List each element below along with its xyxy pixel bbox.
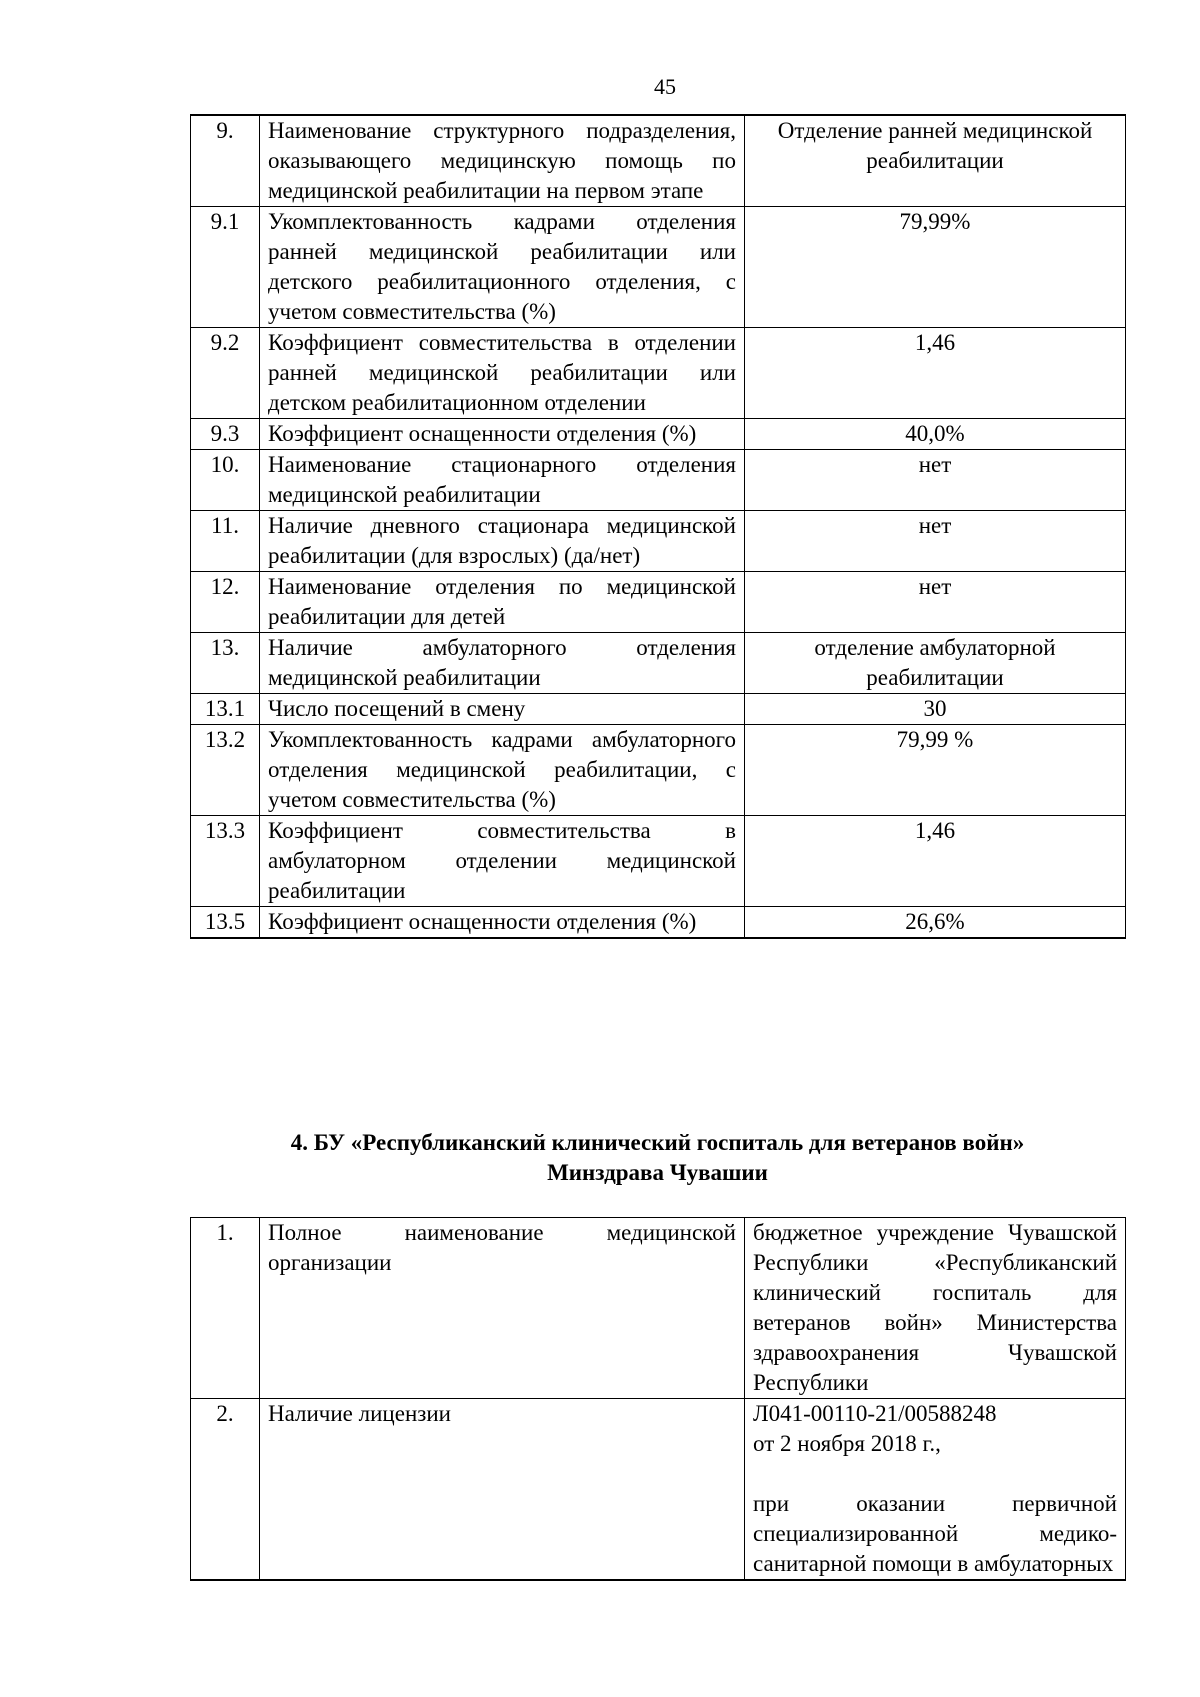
row-label: Наличие лицензии — [260, 1399, 745, 1581]
row-label: Коэффициент оснащенности отделения (%) — [260, 419, 745, 450]
table-row — [191, 694, 1126, 725]
row-value: нет — [745, 450, 1126, 511]
section-heading-line2: Минздрава Чувашии — [547, 1160, 768, 1185]
table-row — [191, 328, 1126, 419]
row-value: 30 — [745, 694, 1126, 725]
table-row — [191, 207, 1126, 328]
row-value: нет — [745, 572, 1126, 633]
row-number: 13.2 — [191, 725, 260, 816]
row-value: 40,0% — [745, 419, 1126, 450]
license-note: при оказании первичной специализированной медико-санитарной помощи в амбулаторных — [753, 1491, 1117, 1576]
row-value: 1,46 — [745, 328, 1126, 419]
table-row — [191, 450, 1126, 511]
table-row — [191, 725, 1126, 816]
section-heading-line1: 4. БУ «Республиканский клинический госпиталь для ветеранов войн» — [290, 1130, 1025, 1155]
row-label: Коэффициент оснащенности отделения (%) — [260, 907, 745, 939]
row-number: 12. — [191, 572, 260, 633]
row-value: 79,99% — [745, 207, 1126, 328]
row-label: Коэффициент совместительства в отделении ранней медицинской реабилитации или детском реабилитационном отделении — [260, 328, 745, 419]
table-row — [191, 816, 1126, 907]
section-heading — [190, 1128, 1125, 1188]
row-value: 1,46 — [745, 816, 1126, 907]
organization-table — [190, 1217, 1126, 1581]
row-label: Число посещений в смену — [260, 694, 745, 725]
row-number: 11. — [191, 511, 260, 572]
row-number: 9.1 — [191, 207, 260, 328]
table-row — [191, 419, 1126, 450]
row-value: 79,99 % — [745, 725, 1126, 816]
row-number: 13.5 — [191, 907, 260, 939]
row-number: 13.3 — [191, 816, 260, 907]
row-value — [745, 1399, 1126, 1581]
row-label: Укомплектованность кадрами амбулаторного отделения медицинской реабилитации, с учетом совместительства (%) — [260, 725, 745, 816]
table-row — [191, 633, 1126, 694]
table-row — [191, 572, 1126, 633]
row-label: Полное наименование медицинской организации — [260, 1218, 745, 1399]
row-label: Наименование отделения по медицинской реабилитации для детей — [260, 572, 745, 633]
table-row — [191, 907, 1126, 939]
row-number: 9.3 — [191, 419, 260, 450]
table-row — [191, 511, 1126, 572]
table-row — [191, 115, 1126, 207]
row-label: Наличие дневного стационара медицинской реабилитации (для взрослых) (да/нет) — [260, 511, 745, 572]
row-value: Отделение ранней медицинской реабилитации — [745, 115, 1126, 207]
row-value: бюджетное учреждение Чувашской Республики «Республиканский клинический госпиталь для ветеранов войн» Министерства здравоохранения Чувашской Республики — [745, 1218, 1126, 1399]
row-label: Наименование стационарного отделения медицинской реабилитации — [260, 450, 745, 511]
spacer — [753, 1459, 1117, 1489]
row-value: нет — [745, 511, 1126, 572]
row-label: Укомплектованность кадрами отделения ранней медицинской реабилитации или детского реабилитационного отделения, с учетом совместительства (%) — [260, 207, 745, 328]
row-number: 2. — [191, 1399, 260, 1581]
row-number: 10. — [191, 450, 260, 511]
row-number: 13.1 — [191, 694, 260, 725]
page-number: 45 — [654, 74, 676, 99]
row-label: Наименование структурного подразделения, оказывающего медицинскую помощь по медицинской реабилитации на первом этапе — [260, 115, 745, 207]
row-value: 26,6% — [745, 907, 1126, 939]
table-row — [191, 1218, 1126, 1399]
row-label: Наличие амбулаторного отделения медицинской реабилитации — [260, 633, 745, 694]
license-number: Л041-00110-21/00588248 — [753, 1401, 997, 1426]
rehab-parameters-table — [190, 114, 1126, 939]
row-number: 13. — [191, 633, 260, 694]
row-label: Коэффициент совместительства в амбулаторном отделении медицинской реабилитации — [260, 816, 745, 907]
row-number: 1. — [191, 1218, 260, 1399]
row-number: 9.2 — [191, 328, 260, 419]
table-row — [191, 1399, 1126, 1581]
row-value: отделение амбулаторной реабилитации — [745, 633, 1126, 694]
row-number: 9. — [191, 115, 260, 207]
license-date: от 2 ноября 2018 г., — [753, 1431, 941, 1456]
